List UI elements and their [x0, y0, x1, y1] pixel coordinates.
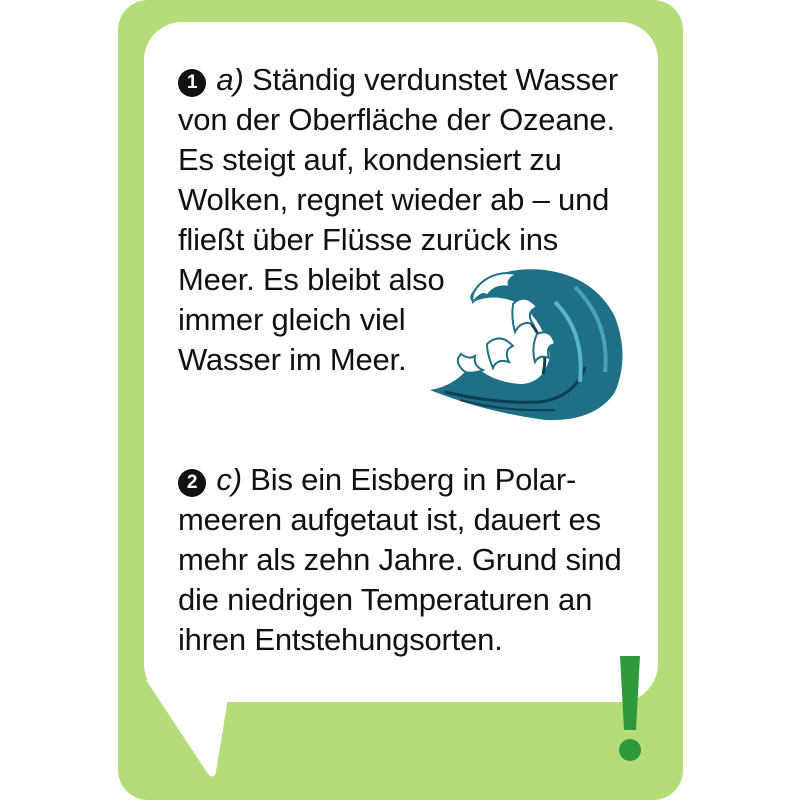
answer-text-line: ihren Entstehungsorten.: [178, 622, 503, 657]
answer-option: a): [216, 62, 244, 97]
answer-text-line: Meer. Es bleibt also: [178, 262, 445, 297]
answer-text-line: Bis ein Eisberg in Polar-: [250, 462, 577, 497]
answer-text-line: mehr als zehn Jahre. Grund sind: [178, 542, 622, 577]
ocean-wave-illustration: [425, 262, 630, 432]
answer-number-badge: 1: [178, 69, 206, 97]
exclamation-mark-icon: [612, 652, 648, 767]
answer-text-line: Ständig verdunstet Wasser: [252, 62, 619, 97]
answer-text-line: von der Oberfläche der Ozeane.: [178, 102, 615, 137]
answer-text-line: immer gleich viel: [178, 302, 406, 337]
answer-text-line: meeren aufgetaut ist, dauert es: [178, 502, 601, 537]
answer-text-line: Es steigt auf, kondensiert zu: [178, 142, 562, 177]
answer-text-line: Wasser im Meer.: [178, 342, 407, 377]
answer-2: [178, 460, 622, 660]
answer-2-first-line: [178, 460, 622, 500]
answer-text-line: die niedrigen Temperaturen an: [178, 582, 593, 617]
answer-text-line: Wolken, regnet wieder ab – und: [178, 182, 610, 217]
answer-option: c): [216, 462, 242, 497]
speech-bubble-tail: [146, 680, 236, 780]
answer-number-badge: 2: [178, 469, 206, 497]
answer-1-first-line: [178, 60, 618, 100]
answer-text-line: fließt über Flüsse zurück ins: [178, 222, 559, 257]
